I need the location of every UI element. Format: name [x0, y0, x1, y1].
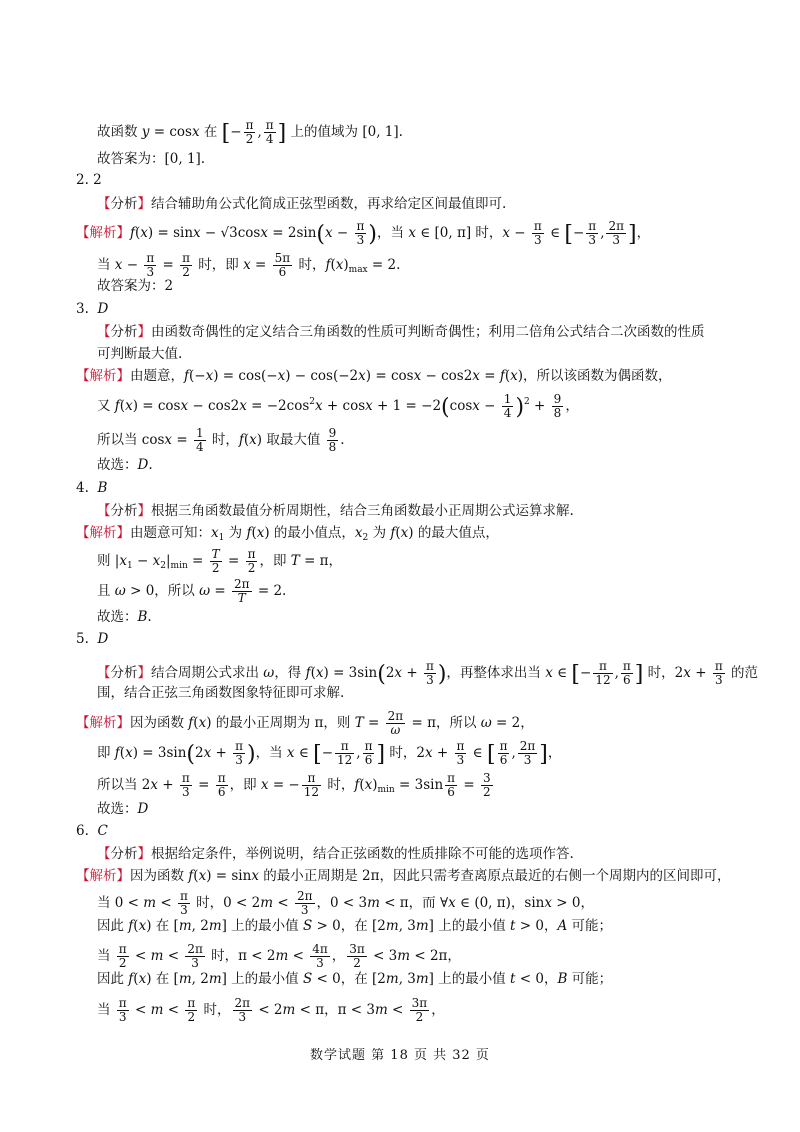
answer-number: 6. C: [76, 823, 108, 839]
solution-line: 则 $|x_1 - x_2|_{min}$ = $\frac{T}{2}$ = $\frac{\pi}{2}$ ，即 T = π，: [97, 547, 343, 575]
answer-number: 3. D: [76, 301, 109, 317]
solution-line: 当 x − $\frac{\pi}{3}$ = $\frac{\pi}{2}$ 时，即 x = $\frac{5\pi}{6}$ 时，$f(x)_{max} = 2$.: [97, 251, 401, 279]
analysis-line: 【分析】由函数奇偶性的定义结合三角函数的性质可判断奇偶性；利用二倍角公式结合二次函数的性质: [97, 324, 705, 340]
solution-line: 当 0 < m < $\frac{\pi}{3}$ 时，0 < 2m < $\frac{2\pi}{3}$ ，0 < 3m < π，而 ∀x ∈ (0, π)，sinx > 0，: [97, 889, 594, 917]
solution-line: 【解析】因为函数 f(x) 的最小正周期为 π，则 T = $\frac{2\pi}{\omega}$ = π，所以 ω = 2，: [76, 709, 534, 737]
text-line: 故选：D.: [97, 457, 153, 473]
text-line: 故答案为：[0, 1].: [97, 151, 206, 167]
solution-line: 【解析】f(x) = sinx − √3cosx = 2sin(x − $\frac{\pi}{3}$ )，当 x ∈ [0, π] 时，x − $\frac{\pi}{3}$ ∈ [− $\frac{\pi}{3}$ , $\frac{2\pi}{3}$ ]，: [76, 219, 651, 247]
solution-line: 因此 f(x) 在 [m, 2m] 上的最小值 S < 0，在 [2m, 3m] 上的最小值 t < 0，B 可能；: [97, 971, 613, 987]
analysis-line: 【分析】根据给定条件，举例说明，结合正弦函数的性质排除不可能的选项作答.: [97, 846, 574, 862]
solution-line: 所以当 cosx = $\frac{1}{4}$ 时，f(x) 取最大值 $\frac{9}{8}$ .: [97, 426, 345, 454]
text-line: 可判断最大值.: [97, 346, 183, 362]
solution-line: 所以当 2x + $\frac{\pi}{3}$ = $\frac{\pi}{6}$ ，即 x = − $\frac{\pi}{12}$ 时，$f(x)_{min} = 3\sin$ $\frac{\pi}{6}$ = $\frac{3}{2}$: [97, 771, 491, 799]
text-line: 故答案为：2: [97, 278, 174, 294]
solution-line: 【解析】由题意，f(−x) = cos(−x) − cos(−2x) = cosx − cos2x = f(x)，所以该函数为偶函数，: [76, 368, 672, 384]
text-line: 故选：D: [97, 801, 149, 817]
answer-number: 5. D: [76, 631, 109, 647]
page-footer: 数学试题 第 18 页 共 32 页: [310, 1048, 490, 1063]
solution-line: 当 $\frac{\pi}{2}$ < m < $\frac{2\pi}{3}$ 时，π < 2m < $\frac{4\pi}{3}$ ， $\frac{3\pi}{2}$ < 3m < 2π，: [97, 942, 461, 970]
solution-line: 当 $\frac{\pi}{3}$ < m < $\frac{\pi}{2}$ 时， $\frac{2\pi}{3}$ < 2m < π，π < 3m < $\frac{3\pi}{2}$ ，: [97, 996, 445, 1024]
analysis-line: 【分析】根据三角函数最值分析周期性，结合三角函数最小正周期公式运算求解.: [97, 503, 574, 519]
solution-line: 即 f(x) = 3sin(2x + $\frac{\pi}{3}$ )，当 x ∈ [− $\frac{\pi}{12}$ , $\frac{\pi}{6}$ ] 时，2x + $\frac{\pi}{3}$ ∈ [ $\frac{\pi}{6}$ , $\frac{2\pi}{3}$ ]，: [97, 739, 562, 767]
solution-line: 且 ω > 0，所以 ω = $\frac{2\pi}{T}$ = 2.: [97, 577, 287, 605]
solution-line: 【解析】因为函数 f(x) = sinx 的最小正周期是 2π，因此只需考查离原点最近的右侧一个周期内的区间即可，: [76, 868, 731, 884]
solution-line: 因此 f(x) 在 [m, 2m] 上的最小值 S > 0，在 [2m, 3m] 上的最小值 t > 0，A 可能；: [97, 918, 612, 934]
text-line: 故函数 y = cosx 在 [− $\frac{\pi}{2}$ , $\frac{\pi}{4}$ ] 上的值域为 [0, 1].: [97, 118, 403, 146]
analysis-line: 【分析】结合周期公式求出 ω，得 f(x) = 3sin(2x + $\frac{\pi}{3}$ )，再整体求出当 x ∈ [− $\frac{\pi}{12}$ , $\frac{\pi}{6}$ ] 时，2x + $\frac{\pi}{3}$ 的范: [97, 659, 758, 687]
analysis-line: 【分析】结合辅助角公式化简成正弦型函数，再求给定区间最值即可.: [97, 196, 507, 212]
solution-line: 【解析】由题意可知：$x_1$ 为 f(x) 的最小值点，$x_2$ 为 f(x) 的最大值点，: [76, 525, 499, 543]
answer-number: 4. B: [76, 480, 108, 496]
solution-line: 又 $f(x) = \cos x - \cos 2x = -2\cos^2x + \cos x + 1 = -2(\cos x$ − $\frac{1}{4}$ )$^2$ + $\frac{9}{8}$ ，: [97, 392, 579, 420]
answer-number: 2. 2: [76, 172, 102, 188]
text-line: 围，结合正弦三角函数图象特征即可求解.: [97, 685, 345, 701]
text-line: 故选：B.: [97, 609, 152, 625]
